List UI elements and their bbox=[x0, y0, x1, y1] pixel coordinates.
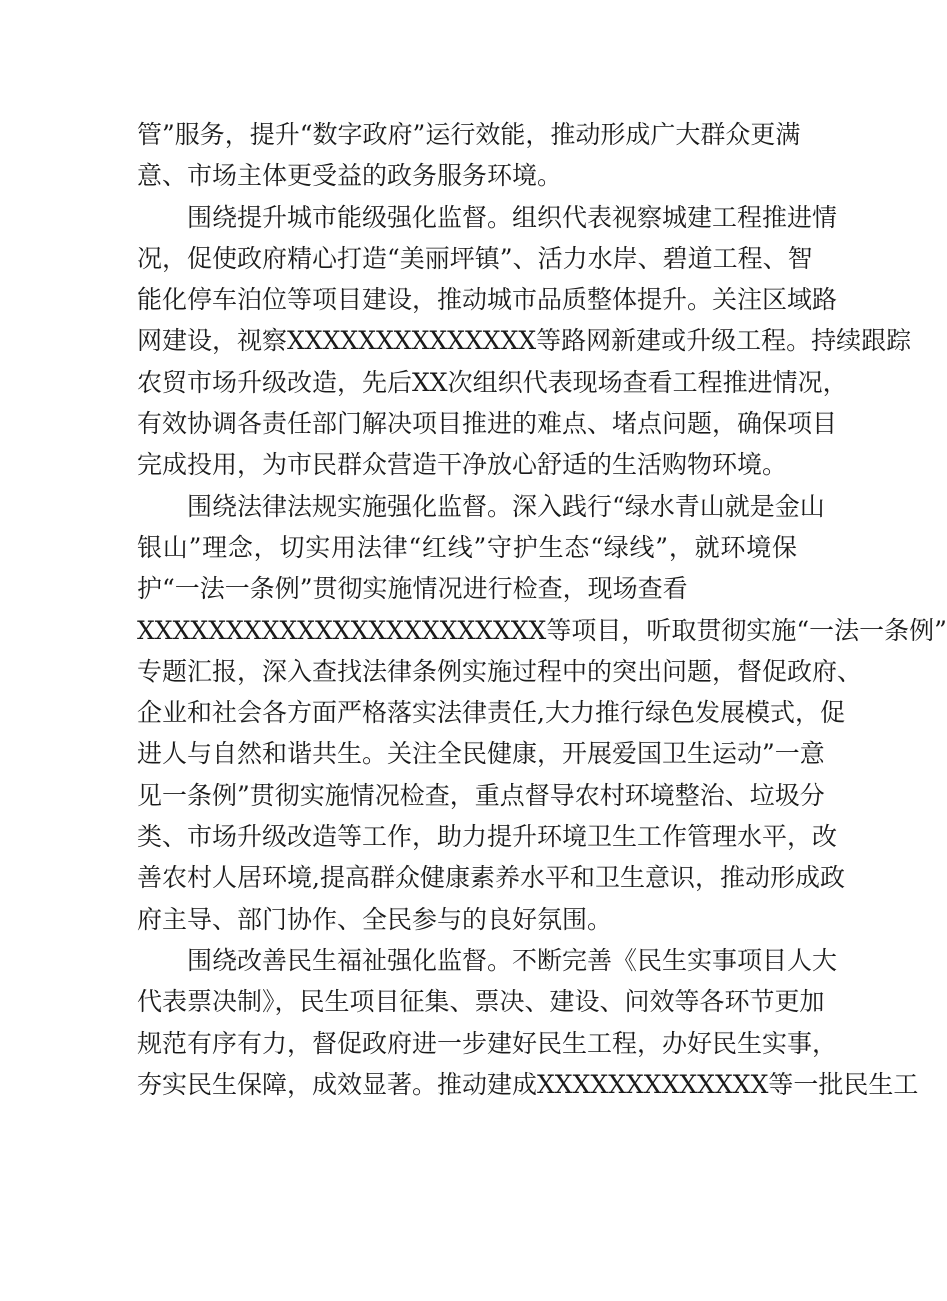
text-line: 网建设，视察XXXXXXXXXXXXXX等路网新建或升级工程。持续跟踪 bbox=[137, 326, 912, 356]
text-line: 府主导、部门协作、全民参与的良好氛围。 bbox=[137, 904, 613, 934]
paragraph-first-line: 围绕法律法规实施强化监督。深入践行“绿水青山就是金山 bbox=[187, 491, 825, 521]
paragraph-first-line: 围绕改善民生福祉强化监督。不断完善《民生实事项目人大 bbox=[187, 945, 838, 975]
text-line: 能化停车泊位等项目建设，推动城市品质整体提升。关注区域路 bbox=[137, 285, 838, 315]
text-line: 企业和社会各方面严格落实法律责任,大力推行绿色发展模式，促 bbox=[137, 698, 845, 728]
text-line: 有效协调各责任部门解决项目推进的难点、堵点问题，确保项目 bbox=[137, 409, 838, 439]
text-line: 况，促使政府精心打造“美丽坪镇”、活力水岸、碧道工程、智 bbox=[137, 243, 813, 273]
text-line: 进人与自然和谐共生。关注全民健康，开展爱国卫生运动”一意 bbox=[137, 739, 825, 769]
text-line: 类、市场升级改造等工作，助力提升环境卫生工作管理水平，改 bbox=[137, 822, 838, 852]
paragraph-first-line: 围绕提升城市能级强化监督。组织代表视察城建工程推进情 bbox=[187, 202, 838, 232]
body-text bbox=[137, 114, 947, 1105]
text-line: 代表票决制》，民生项目征集、票决、建设、问效等各环节更加 bbox=[137, 987, 825, 1017]
text-line: 完成投用，为市民群众营造干净放心舒适的生活购物环境。 bbox=[137, 450, 788, 480]
text-line: 夯实民生保障，成效显著。推动建成XXXXXXXXXXXXX等一批民生工 bbox=[137, 1069, 919, 1099]
text-line: 规范有序有力，督促政府进一步建好民生工程，办好民生实事， bbox=[137, 1028, 838, 1058]
text-line: XXXXXXXXXXXXXXXXXXXXXXX等项目，听取贯彻实施“一法一条例” bbox=[137, 615, 947, 645]
text-line: 农贸市场升级改造，先后XX次组织代表现场查看工程推进情况， bbox=[137, 367, 848, 397]
text-line: 专题汇报，深入查找法律条例实施过程中的突出问题，督促政府、 bbox=[137, 656, 863, 686]
text-line: 见一条例”贯彻实施情况检查，重点督导农村环境整治、垃圾分 bbox=[137, 780, 825, 810]
text-line: 意、市场主体更受益的政务服务环境。 bbox=[137, 161, 563, 191]
text-line: 护“一法一条例”贯彻实施情况进行检查，现场查看 bbox=[137, 574, 688, 604]
text-line: 管”服务，提升“数字政府”运行效能，推动形成广大群众更满 bbox=[137, 120, 801, 149]
text-line: 善农村人居环境,提高群众健康素养水平和卫生意识，推动形成政 bbox=[137, 863, 845, 893]
text-line: 银山”理念，切实用法律“红线”守护生态“绿线”，就环境保 bbox=[137, 532, 797, 562]
